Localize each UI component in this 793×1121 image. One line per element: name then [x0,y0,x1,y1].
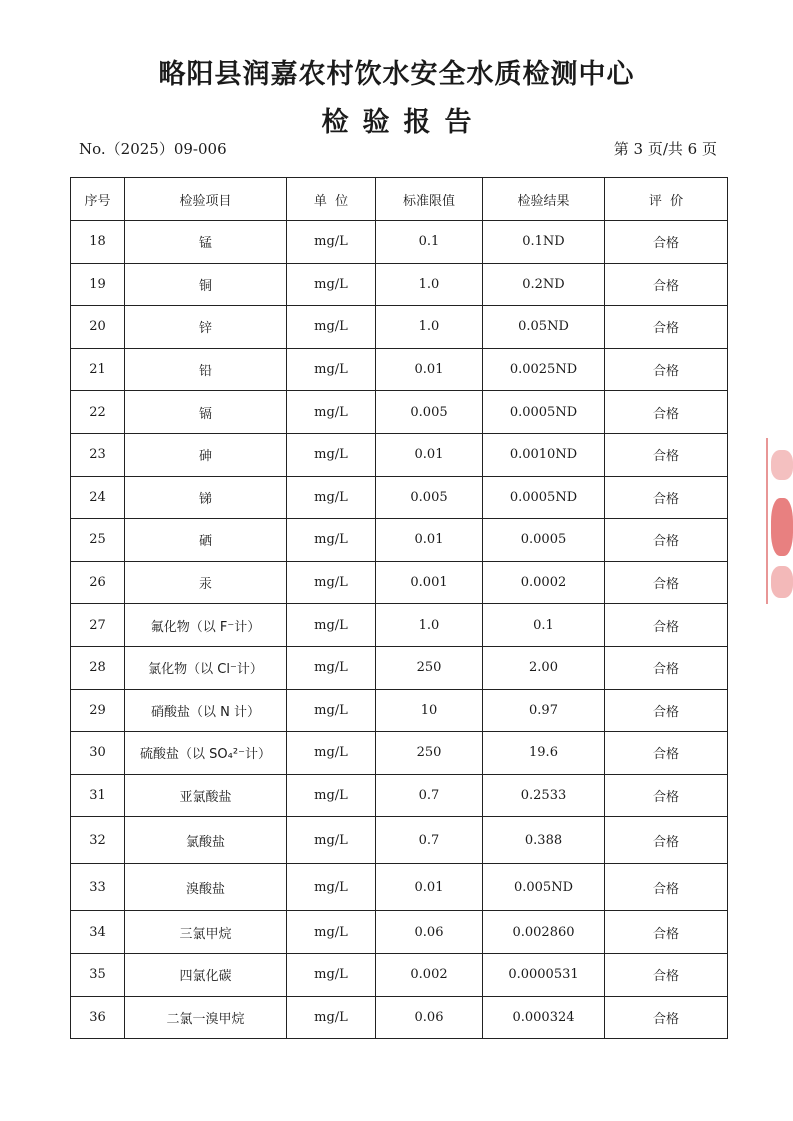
cell-unit: mg/L [287,864,376,911]
cell-result: 0.0000531 [483,953,605,996]
table-row [71,306,728,349]
cell-eval: 合格 [605,817,728,864]
cell-unit: mg/L [287,953,376,996]
cell-eval: 合格 [605,348,728,391]
cell-limit: 0.005 [376,391,483,434]
cell-unit: mg/L [287,391,376,434]
cell-unit: mg/L [287,433,376,476]
table-row [71,953,728,996]
cell-item: 汞 [125,561,287,604]
cell-result: 0.0002 [483,561,605,604]
report-title: 检验报告 [321,107,486,138]
cell-unit: mg/L [287,774,376,817]
cell-eval: 合格 [605,391,728,434]
cell-limit: 0.001 [376,561,483,604]
column-header-no: 序号 [71,178,125,221]
cell-no: 23 [71,433,125,476]
cell-eval: 合格 [605,911,728,954]
cell-limit: 1.0 [376,604,483,647]
cell-result: 0.2533 [483,774,605,817]
cell-eval: 合格 [605,476,728,519]
cell-result: 0.002860 [483,911,605,954]
cell-result: 19.6 [483,732,605,775]
column-header-result: 检验结果 [483,178,605,221]
cell-unit: mg/L [287,732,376,775]
cell-no: 24 [71,476,125,519]
cell-limit: 0.01 [376,519,483,562]
cell-result: 0.388 [483,817,605,864]
cell-eval: 合格 [605,689,728,732]
cell-limit: 0.002 [376,953,483,996]
table-row [71,864,728,911]
cell-no: 33 [71,864,125,911]
cell-unit: mg/L [287,348,376,391]
cell-item: 硫酸盐（以 SO₄²⁻计） [125,732,287,775]
column-header-unit: 单 位 [287,178,376,221]
cell-eval: 合格 [605,221,728,264]
cell-result: 0.1ND [483,221,605,264]
table-row [71,996,728,1039]
cell-no: 30 [71,732,125,775]
cell-item: 铜 [125,263,287,306]
cell-eval: 合格 [605,604,728,647]
cell-limit: 1.0 [376,306,483,349]
cell-unit: mg/L [287,604,376,647]
cell-unit: mg/L [287,911,376,954]
cell-item: 亚氯酸盐 [125,774,287,817]
cell-result: 0.0005ND [483,391,605,434]
cell-item: 三氯甲烷 [125,911,287,954]
cell-limit: 10 [376,689,483,732]
cell-eval: 合格 [605,561,728,604]
cell-result: 0.000324 [483,996,605,1039]
cell-result: 0.97 [483,689,605,732]
cell-eval: 合格 [605,263,728,306]
table-row [71,433,728,476]
cell-item: 铅 [125,348,287,391]
table-row [71,689,728,732]
cell-result: 0.0005 [483,519,605,562]
cell-item: 硝酸盐（以 N 计） [125,689,287,732]
cell-result: 0.2ND [483,263,605,306]
cell-result: 2.00 [483,646,605,689]
cell-eval: 合格 [605,864,728,911]
column-header-item: 检验项目 [125,178,287,221]
cell-no: 34 [71,911,125,954]
cell-no: 26 [71,561,125,604]
table-row [71,221,728,264]
cell-item: 溴酸盐 [125,864,287,911]
cell-eval: 合格 [605,732,728,775]
cell-limit: 1.0 [376,263,483,306]
cell-item: 砷 [125,433,287,476]
cell-eval: 合格 [605,996,728,1039]
cell-unit: mg/L [287,561,376,604]
cell-eval: 合格 [605,646,728,689]
cell-result: 0.005ND [483,864,605,911]
column-header-eval: 评 价 [605,178,728,221]
cell-unit: mg/L [287,263,376,306]
cell-limit: 0.01 [376,348,483,391]
cell-no: 32 [71,817,125,864]
cell-result: 0.1 [483,604,605,647]
cell-limit: 250 [376,646,483,689]
cell-no: 29 [71,689,125,732]
cell-item: 氯酸盐 [125,817,287,864]
table-row [71,604,728,647]
cell-unit: mg/L [287,221,376,264]
report-number: No.（2025）09-006 [79,140,227,158]
cell-item: 锰 [125,221,287,264]
cell-eval: 合格 [605,774,728,817]
table-row [71,732,728,775]
table-row [71,476,728,519]
cell-no: 19 [71,263,125,306]
table-row [71,774,728,817]
cell-no: 35 [71,953,125,996]
cell-limit: 0.01 [376,864,483,911]
cell-unit: mg/L [287,817,376,864]
table-row [71,911,728,954]
cell-result: 0.0010ND [483,433,605,476]
cell-item: 镉 [125,391,287,434]
cell-no: 20 [71,306,125,349]
cell-item: 氟化物（以 F⁻计） [125,604,287,647]
seal-stamp-fragment-icon [766,438,793,604]
cell-no: 25 [71,519,125,562]
column-header-limit: 标准限值 [376,178,483,221]
table-header-row [71,178,728,221]
cell-unit: mg/L [287,996,376,1039]
table-row [71,391,728,434]
cell-result: 0.05ND [483,306,605,349]
cell-item: 硒 [125,519,287,562]
cell-item: 锌 [125,306,287,349]
table-row [71,348,728,391]
report-organization-title: 略阳县润嘉农村饮水安全水质检测中心 [158,59,635,90]
cell-item: 锑 [125,476,287,519]
cell-unit: mg/L [287,519,376,562]
cell-no: 28 [71,646,125,689]
cell-no: 36 [71,996,125,1039]
cell-eval: 合格 [605,433,728,476]
cell-unit: mg/L [287,476,376,519]
cell-unit: mg/L [287,646,376,689]
cell-unit: mg/L [287,306,376,349]
cell-no: 21 [71,348,125,391]
cell-limit: 0.1 [376,221,483,264]
cell-unit: mg/L [287,689,376,732]
table-row [71,646,728,689]
cell-no: 27 [71,604,125,647]
cell-limit: 0.7 [376,774,483,817]
cell-eval: 合格 [605,953,728,996]
cell-limit: 0.01 [376,433,483,476]
cell-item: 四氯化碳 [125,953,287,996]
cell-no: 18 [71,221,125,264]
cell-result: 0.0025ND [483,348,605,391]
results-table [70,177,728,1039]
table-row [71,263,728,306]
cell-limit: 0.06 [376,996,483,1039]
cell-limit: 0.7 [376,817,483,864]
cell-no: 31 [71,774,125,817]
cell-eval: 合格 [605,306,728,349]
table-row [71,519,728,562]
table-row [71,561,728,604]
cell-no: 22 [71,391,125,434]
cell-result: 0.0005ND [483,476,605,519]
table-row [71,817,728,864]
cell-item: 氯化物（以 Cl⁻计） [125,646,287,689]
cell-limit: 250 [376,732,483,775]
cell-limit: 0.06 [376,911,483,954]
cell-eval: 合格 [605,519,728,562]
page-indicator: 第 3 页/共 6 页 [613,140,717,158]
cell-item: 二氯一溴甲烷 [125,996,287,1039]
cell-limit: 0.005 [376,476,483,519]
